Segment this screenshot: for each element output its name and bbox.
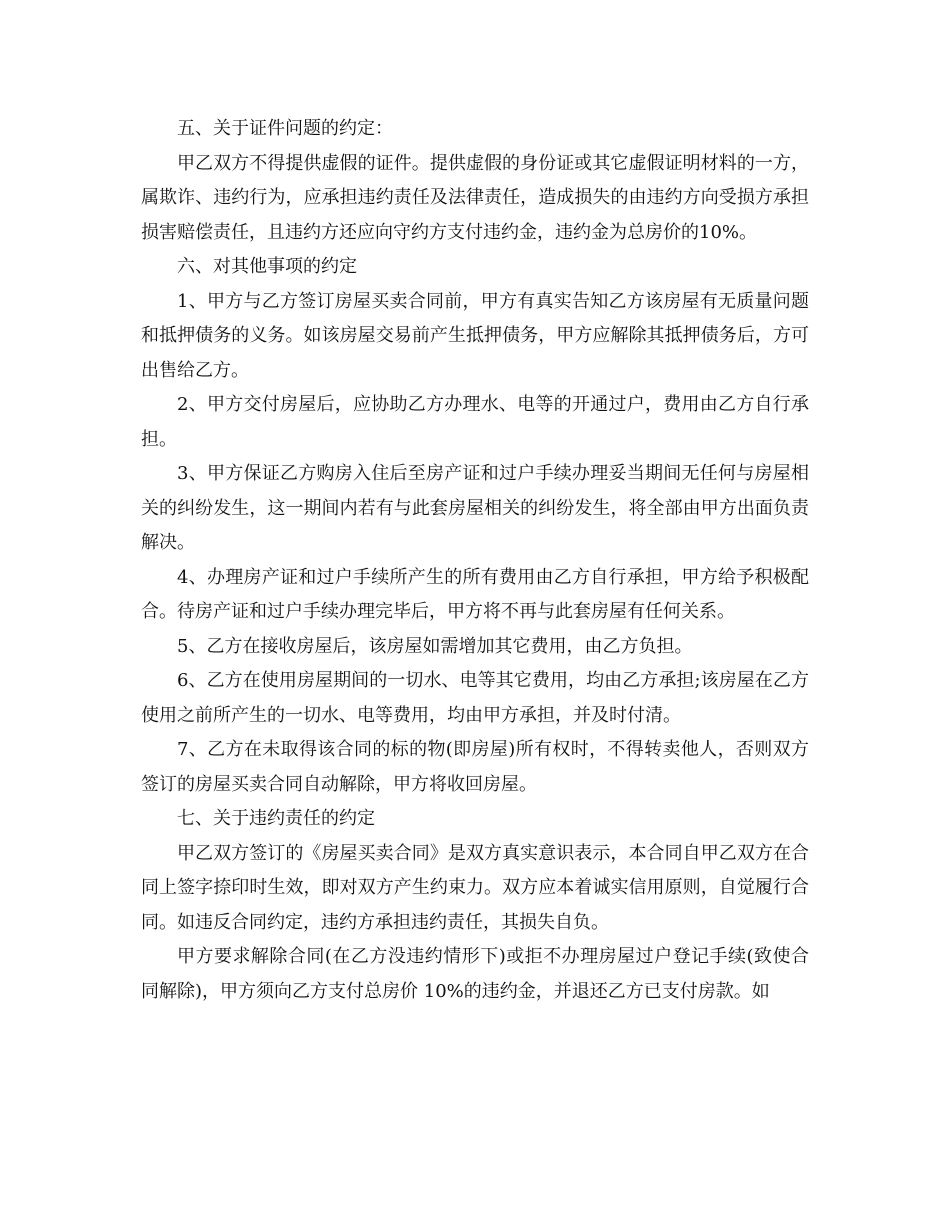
section-heading-5: 五、关于证件问题的约定： [177,118,393,139]
section-heading-6: 六、对其他事项的约定 [177,256,357,277]
clause-4: 4、办理房产证和过户手续所产生的所有费用由乙方自行承担，甲方给予积极配合。待房产证和过户手续办理完毕后，甲方将不再与此套房屋有任何关系。 [141,566,809,622]
clause-3: 3、甲方保证乙方购房入住后至房产证和过户手续办理妥当期间无任何与房屋相关的纠纷发生，这一期间内若有与此套房屋相关的纠纷发生，将全部由甲方出面负责解决。 [141,463,809,553]
section-heading-7: 七、关于违约责任的约定 [177,808,375,829]
paragraph-certificates: 甲乙双方不得提供虚假的证件。提供虚假的身份证或其它虚假证明材料的一方，属欺诈、违约行为，应承担违约责任及法律责任，造成损失的由违约方向受损方承担损害赔偿责任，且违约方还应向守约方支付违约金，违约金为总房价的10%。 [141,152,809,243]
paragraph-breach-2: 甲方要求解除合同(在乙方没违约情形下)或拒不办理房屋过户登记手续(致使合同解除)，甲方须向乙方支付总房价 10%的违约金，并退还乙方已支付房款。如 [141,946,809,1002]
clause-1: 1、甲方与乙方签订房屋买卖合同前，甲方有真实告知乙方该房屋有无质量问题和抵押债务的义务。如该房屋交易前产生抵押债务，甲方应解除其抵押债务后，方可出售给乙方。 [141,290,809,381]
paragraph-breach-1: 甲乙双方签订的《房屋买卖合同》是双方真实意识表示，本合同自甲乙双方在合同上签字捺印时生效，即对双方产生约束力。双方应本着诚实信用原则，自觉履行合同。如违反合同约定，违约方承担违约责任，其损失自负。 [141,842,809,933]
clause-5: 5、乙方在接收房屋后，该房屋如需增加其它费用，由乙方负担。 [177,635,693,657]
clause-6: 6、乙方在使用房屋期间的一切水、电等其它费用，均由乙方承担;该房屋在乙方使用之前所产生的一切水、电等费用，均由甲方承担，并及时付清。 [141,670,809,726]
document-body [141,112,809,1009]
clause-7: 7、乙方在未取得该合同的标的物(即房屋)所有权时，不得转卖他人，否则双方签订的房屋买卖合同自动解除，甲方将收回房屋。 [141,739,809,795]
clause-2: 2、甲方交付房屋后，应协助乙方办理水、电等的开通过户，费用由乙方自行承担。 [141,394,809,450]
